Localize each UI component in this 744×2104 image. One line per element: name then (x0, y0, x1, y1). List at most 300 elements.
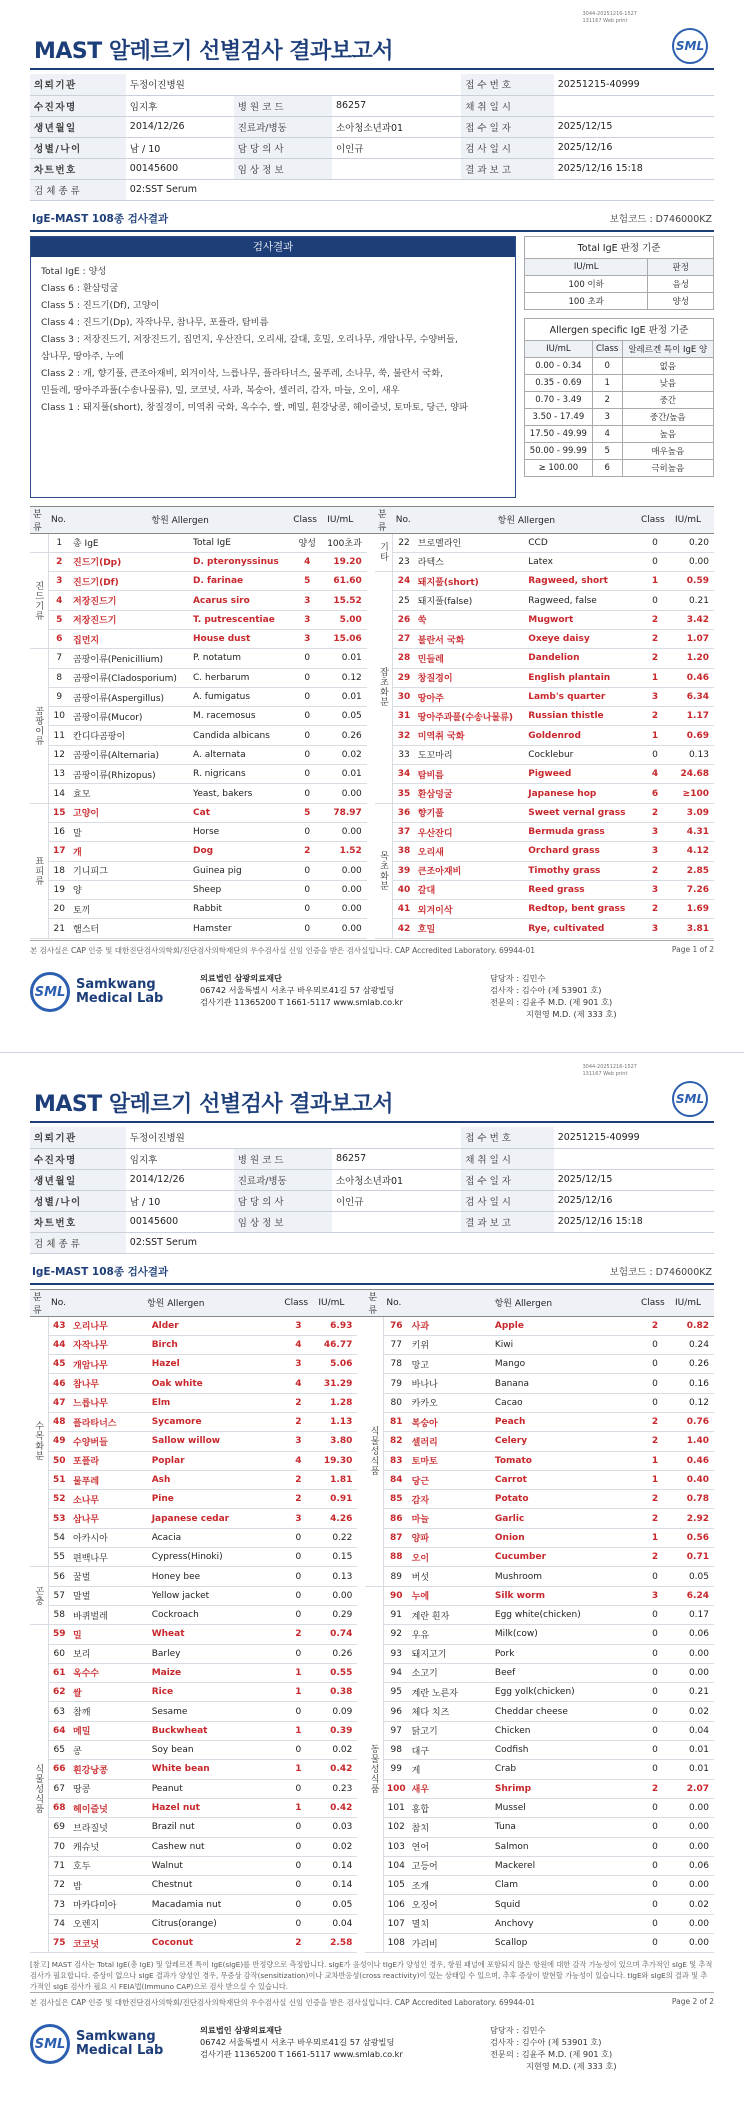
allergen-value: 0.59 (672, 572, 714, 591)
allergen-class: 0 (638, 1914, 672, 1933)
allergen-class: 0 (281, 1914, 315, 1933)
allergen-value: 0.00 (324, 880, 367, 899)
allergen-no: 26 (393, 610, 415, 629)
allergen-name-ko: 곰팡이류(Penicillium) (70, 649, 190, 668)
allergen-class: 2 (281, 1934, 315, 1953)
allergen-value: 0.00 (672, 1818, 714, 1837)
allergen-value: 15.52 (324, 591, 367, 610)
allergen-group: 곰팡이류 (30, 649, 48, 803)
allergen-value: 0.17 (672, 1605, 714, 1624)
allergen-name-ko: 말 (70, 822, 190, 841)
allergen-name-en: Coconut (149, 1934, 282, 1953)
allergen-name-ko: 돼지풀(short) (415, 572, 525, 591)
allergen-name-en: A. fumigatus (190, 687, 290, 706)
allergen-name-ko: 콩 (70, 1741, 149, 1760)
allergen-name-en: Sheep (190, 880, 290, 899)
allergen-class: 3 (281, 1355, 315, 1374)
allergen-no: 42 (393, 919, 415, 938)
allergen-name-ko: 갈대 (415, 880, 525, 899)
allergen-value: 3.09 (672, 803, 714, 822)
allergen-no: 69 (48, 1818, 70, 1837)
allergen-class: 0 (638, 591, 672, 610)
allergen-value: 0.01 (672, 1741, 714, 1760)
allergen-name-en: Tuna (492, 1818, 638, 1837)
allergen-value: 0.56 (672, 1528, 714, 1547)
allergen-name-ko: 캐슈넛 (70, 1837, 149, 1856)
allergen-name-ko: 미역취 국화 (415, 726, 525, 745)
allergen-no: 52 (48, 1490, 70, 1509)
allergen-name-ko: 저장진드기 (70, 591, 190, 610)
allergen-value: 0.42 (315, 1798, 357, 1817)
allergen-name-en: Birch (149, 1335, 282, 1354)
allergen-name-ko: 망고 (409, 1355, 492, 1374)
allergen-class: 0 (281, 1876, 315, 1895)
allergen-name-en: Egg white(chicken) (492, 1605, 638, 1624)
allergen-class: 2 (638, 1490, 672, 1509)
result-line: 삼나무, 땅아주, 누에 (41, 350, 124, 362)
allergen-no: 85 (383, 1490, 408, 1509)
allergen-class: 0 (638, 1605, 672, 1624)
allergen-no: 10 (48, 707, 70, 726)
allergen-name-ko: 곰팡이류(Mucor) (70, 707, 190, 726)
allergen-class: 0 (281, 1856, 315, 1875)
allergen-name-ko: 돼지고기 (409, 1644, 492, 1663)
allergen-value: 78.97 (324, 803, 367, 822)
allergen-class: 4 (281, 1451, 315, 1470)
allergen-value: 0.01 (324, 649, 367, 668)
allergen-class: 0 (638, 1683, 672, 1702)
allergen-no: 18 (48, 861, 70, 880)
allergen-name-ko: 오리나무 (70, 1316, 149, 1335)
allergen-class: 0 (638, 1818, 672, 1837)
allergen-no: 31 (393, 707, 415, 726)
allergen-class: 0 (281, 1895, 315, 1914)
allergen-group: 수목화분 (30, 1316, 48, 1567)
allergen-no: 104 (383, 1856, 408, 1875)
allergen-value: 1.20 (672, 649, 714, 668)
allergen-no: 12 (48, 745, 70, 764)
allergen-class: 0 (281, 1567, 315, 1586)
allergen-class: 0 (638, 745, 672, 764)
allergen-name-ko: 돼지풀(false) (415, 591, 525, 610)
allergen-name-ko: 창질경이 (415, 668, 525, 687)
allergen-name-ko: 대구 (409, 1741, 492, 1760)
allergen-class: 1 (281, 1683, 315, 1702)
specific-ige-criteria-table: Allergen specific IgE 판정 기준 IU/mL Class 알레르겐 특이 IgE 양 0.00 - 0.34 0 없음 0.35 - 0.69 1 낮음 0.70 - 3.49 2 중간 3.50 - 17.49 3 중간/높음 17.50 - 49.99 4 높음 50.00 - 99.99 5 매우높음 ≥ 100.00 6 극히높음 (524, 318, 714, 477)
allergen-no: 16 (48, 822, 70, 841)
allergen-value: 3.81 (672, 919, 714, 938)
allergen-value: 0.55 (315, 1663, 357, 1682)
allergen-no: 87 (383, 1528, 408, 1547)
allergen-class: 0 (638, 1567, 672, 1586)
allergen-name-en: Ash (149, 1470, 282, 1489)
allergen-name-en: Timothy grass (525, 861, 638, 880)
page-number: Page 1 of 2 (671, 945, 714, 954)
allergen-no: 103 (383, 1837, 408, 1856)
allergen-no: 53 (48, 1509, 70, 1528)
allergen-name-ko: 우유 (409, 1625, 492, 1644)
allergen-name-en: Macadamia nut (149, 1895, 282, 1914)
allergen-name-ko: 수양버들 (70, 1432, 149, 1451)
allergen-name-en: Salmon (492, 1837, 638, 1856)
allergen-value: 0.82 (672, 1316, 714, 1335)
allergen-name-en: Sallow willow (149, 1432, 282, 1451)
allergen-name-ko: 집먼지 (70, 629, 190, 648)
allergen-no: 65 (48, 1741, 70, 1760)
allergen-name-en: Russian thistle (525, 707, 638, 726)
page-footer: 본 검사실은 CAP 인증 및 대한진단검사의학회/진단검사의학재단의 우수검사실 신임 인증을 받은 검사실입니다. CAP Accredited Laboratory. 69944-01 Page 1 of 2 SML Samkwang Medical Lab 의료법인 삼광의료재단 06742 서울특별시 서초구 바우뫼로41길 57 삼광빌딩 검사기관 11365200 T 1661-5117 www.smlab.co.kr 담당자 : 김민수 검사자 : 김수아 (제 53901 호) 전문의 : 김윤주 M.D. (제 901 호) 지현영 M.D. (제 333 호) (30, 940, 714, 1040)
result-summary-box: 검사결과 Total IgE : 양성 Class 6 : 환삼덩굴 Class 5 : 진드기(Df), 고양이 Class 4 : 진드기(Dp), 자작나무, 참나무, 포플라, 탐비름 Class 3 : 저장진드기, 저장진드기, 집먼지, 우산잔디, 오리새, 갈대, 호밀, 오리나무, 개암나무, 수양버들, 삼나무, 땅아주, 누에 Class 2 : 개, 향기풀, 큰조아재비, 외겨이삭, 느릅나무, 플라타너스, 물푸레, 소나무, 쑥, 불란서 국화, 민들레, 땅아주과풀(수송나물류), 밀, 코코넛, 사과, 복숭아, 셀러리, 감자, 마늘, 오이, 새우 Class 1 : 돼지풀(short), 창질경이, 미역취 국화, 옥수수, 쌀, 메밀, 흰강낭콩, 헤이즐넛, 토마토, 당근, 양파 (30, 236, 516, 498)
allergen-value: 0.26 (672, 1355, 714, 1374)
allergen-name-en: R. nigricans (190, 765, 290, 784)
allergen-name-en: Barley (149, 1644, 282, 1663)
allergen-name-en: Elm (149, 1393, 282, 1412)
allergen-name-ko: 햄스터 (70, 919, 190, 938)
allergen-value: 0.05 (672, 1567, 714, 1586)
allergen-class: 0 (281, 1702, 315, 1721)
allergen-no: 61 (48, 1663, 70, 1682)
allergen-value: 2.85 (672, 861, 714, 880)
allergen-value: 0.39 (315, 1721, 357, 1740)
allergen-no: 95 (383, 1683, 408, 1702)
allergen-name-en: Cat (190, 803, 290, 822)
allergen-value: 6.24 (672, 1586, 714, 1605)
table-row (30, 745, 714, 764)
allergen-name-ko: 총 IgE (70, 533, 190, 552)
allergen-class: 2 (638, 861, 672, 880)
allergen-no: 75 (48, 1934, 70, 1953)
allergen-class: 0 (638, 1335, 672, 1354)
allergen-class: 0 (638, 533, 672, 552)
allergen-name-ko: 칸디다곰팡이 (70, 726, 190, 745)
allergen-name-en: Apple (492, 1316, 638, 1335)
allergen-class: 1 (638, 1451, 672, 1470)
allergen-class: 2 (281, 1625, 315, 1644)
allergen-no: 45 (48, 1355, 70, 1374)
table-row (30, 707, 714, 726)
allergen-class: 2 (638, 803, 672, 822)
allergen-name-ko: 닭고기 (409, 1721, 492, 1740)
allergen-name-en: Milk(cow) (492, 1625, 638, 1644)
allergen-no: 98 (383, 1741, 408, 1760)
allergen-value: 0.46 (672, 668, 714, 687)
report-page-2 (0, 1052, 744, 2104)
allergen-name-ko: 홍합 (409, 1798, 492, 1817)
allergen-name-ko: 외겨이삭 (415, 900, 525, 919)
allergen-no: 58 (48, 1605, 70, 1624)
allergen-name-ko: 효모 (70, 784, 190, 803)
allergen-value: 0.23 (315, 1779, 357, 1798)
allergen-class: 2 (281, 1393, 315, 1412)
allergen-no: 38 (393, 842, 415, 861)
allergen-value: 0.06 (672, 1625, 714, 1644)
allergen-no: 86 (383, 1509, 408, 1528)
allergen-name-en: Scallop (492, 1934, 638, 1953)
allergen-name-ko: 땅아주 (415, 687, 525, 706)
allergen-value: 0.76 (672, 1412, 714, 1431)
allergen-value: 6.34 (672, 687, 714, 706)
allergen-name-en: Sweet vernal grass (525, 803, 638, 822)
table-row (30, 533, 714, 552)
allergen-class: 0 (638, 1760, 672, 1779)
allergen-class: 0 (290, 668, 324, 687)
allergen-name-en: Citrus(orange) (149, 1914, 282, 1933)
lab-address: 의료법인 삼광의료재단 06742 서울특별시 서초구 바우뫼로41길 57 삼광빌딩 검사기관 11365200 T 1661-5117 www.smlab.co.kr (200, 973, 403, 1007)
allergen-class: 0 (281, 1779, 315, 1798)
allergen-class: 0 (638, 1876, 672, 1895)
allergen-value: 0.40 (672, 1470, 714, 1489)
allergen-no: 40 (393, 880, 415, 899)
allergen-class: 0 (638, 1393, 672, 1412)
allergen-no: 93 (383, 1644, 408, 1663)
allergen-class: 3 (638, 1586, 672, 1605)
allergen-name-ko: 곰팡이류(Cladosporium) (70, 668, 190, 687)
allergen-group: 식물성식품 (30, 1625, 48, 1953)
allergen-class: 0 (281, 1837, 315, 1856)
allergen-name-ko: 참깨 (70, 1702, 149, 1721)
allergen-no: 51 (48, 1470, 70, 1489)
allergen-value: 0.12 (324, 668, 367, 687)
allergen-no: 2 (48, 552, 70, 571)
allergen-name-ko: 쑥 (415, 610, 525, 629)
allergen-no: 49 (48, 1432, 70, 1451)
allergen-no: 94 (383, 1663, 408, 1682)
allergen-name-ko: 밤 (70, 1876, 149, 1895)
allergen-group: 표피류 (30, 803, 48, 938)
allergen-name-ko: 참나무 (70, 1374, 149, 1393)
allergen-name-en: Candida albicans (190, 726, 290, 745)
allergen-no: 48 (48, 1412, 70, 1431)
allergen-name-ko: 계란 흰자 (409, 1605, 492, 1624)
allergen-name-en: Codfish (492, 1741, 638, 1760)
allergen-name-en: Total IgE (190, 533, 290, 552)
allergen-value: 0.02 (315, 1837, 357, 1856)
allergen-name-ko: 물푸레 (70, 1470, 149, 1489)
allergen-name-ko: 당근 (409, 1470, 492, 1489)
allergen-class: 0 (290, 784, 324, 803)
allergen-name-ko: 헤이즐넛 (70, 1798, 149, 1817)
print-stamp: 3044-20251216-1527 131167 Web print (582, 1064, 637, 1077)
allergen-name-en: Rye, cultivated (525, 919, 638, 938)
allergen-no: 54 (48, 1528, 70, 1547)
allergen-no: 79 (383, 1374, 408, 1393)
allergen-no: 62 (48, 1683, 70, 1702)
allergen-class: 1 (638, 1470, 672, 1489)
allergen-value: 61.60 (324, 572, 367, 591)
allergen-value: 0.12 (672, 1393, 714, 1412)
allergen-no: 91 (383, 1605, 408, 1624)
allergen-class: 0 (638, 1644, 672, 1663)
allergen-name-ko: 라텍스 (415, 552, 525, 571)
allergen-name-ko: 포플라 (70, 1451, 149, 1470)
allergen-name-ko: 키위 (409, 1335, 492, 1354)
allergen-name-en: Acacia (149, 1528, 282, 1547)
allergen-value: 0.05 (324, 707, 367, 726)
allergen-name-en: C. herbarum (190, 668, 290, 687)
result-line: Total IgE : 양성 (41, 265, 107, 277)
allergen-table-page-1: 분류 No. 항원 Allergen Class IU/mL 분류 No. 항원 Allergen Class IU/mL 1 총 IgE Total IgE 양성 100초과 기타 22 브로멜라인 CCD 0 0.20 진드기류 2 진드기(Dp) D. pteronyssinus 4 19.20 23 라텍스 Latex 0 0.00 3 진드기(Df) D. farinae 5 61.60 잡초화분 24 돼지풀(short) Ragweed, short 1 0.59 4 저장진드기 Acarus siro 3 15.52 25 돼지풀(false) Ragweed, false 0 0.21 5 저장진드기 T. putrescentiae 3 5.00 26 쑥 Mugwort 2 3.42 6 집먼지 House dust 3 15.06 27 불란서 국화 Oxeye daisy 2 1.07 곰팡이류 7 곰팡이류(Penicillium) P. notatum 0 0.01 28 민들레 Dandelion 2 1.20 8 곰팡이류(Cladosporium) C. herbarum 0 0.12 29 창질경이 English plantain 1 0.46 9 곰팡이류(Aspergillus) A. fumigatus 0 0.01 30 땅아주 Lamb's quarter 3 6.34 10 곰팡이류(Mucor) M. racemosus 0 0.05 31 땅아주과풀(수송나물류) Russian thistle 2 1.17 11 칸디다곰팡이 Candida albicans 0 0.26 32 미역취 국화 Goldenrod 1 0.69 12 곰팡이류(Alternaria) A. alternata 0 0.02 33 도꼬마리 Cocklebur 0 0.13 13 곰팡이류(Rhizopus) R. nigricans 0 0.01 34 탐비름 Pigweed 4 24.68 14 효모 Yeast, bakers 0 0.00 35 환삼덩굴 Japanese hop 6 ≥100 표피류 15 고양이 Cat 5 78.97 목초화분 36 향기풀 Sweet vernal grass 2 3.09 16 말 Horse 0 0.00 37 우산잔디 Bermuda grass 3 4.31 17 개 Dog 2 1.52 38 오리새 Orchard grass 3 4.12 18 기니피그 Guinea pig 0 0.00 39 큰조아재비 Timothy grass 2 2.85 19 양 Sheep 0 0.00 40 갈대 Reed grass 3 7.26 20 토끼 Rabbit 0 0.00 41 외겨이삭 Redtop, bent grass 2 1.69 21 햄스터 Hamster 0 0.00 42 호밀 Rye, cultivated 3 3.81 (30, 506, 714, 939)
table-row (30, 1316, 714, 1335)
allergen-class: 1 (281, 1760, 315, 1779)
allergen-no: 6 (48, 629, 70, 648)
allergen-no: 1 (48, 533, 70, 552)
allergen-value: 1.40 (672, 1432, 714, 1451)
allergen-name-en: Buckwheat (149, 1721, 282, 1740)
allergen-name-en: Sesame (149, 1702, 282, 1721)
allergen-name-ko: 땅아주과풀(수송나물류) (415, 707, 525, 726)
table-row (30, 919, 714, 938)
signatures: 담당자 : 김민수 검사자 : 김수아 (제 53901 호) 전문의 : 김윤주 M.D. (제 901 호) 지현영 M.D. (제 333 호) (490, 2025, 617, 2071)
allergen-class: 3 (638, 880, 672, 899)
allergen-name-ko: 진드기(Dp) (70, 552, 190, 571)
allergen-class: 0 (638, 1721, 672, 1740)
table-row (30, 649, 714, 668)
allergen-class: 1 (638, 572, 672, 591)
allergen-name-ko: 불란서 국화 (415, 629, 525, 648)
allergen-value: 19.20 (324, 552, 367, 571)
allergen-no: 67 (48, 1779, 70, 1798)
allergen-name-ko: 멸치 (409, 1914, 492, 1933)
table-row (30, 726, 714, 745)
allergen-no: 25 (393, 591, 415, 610)
allergen-no: 64 (48, 1721, 70, 1740)
allergen-value: 0.05 (315, 1895, 357, 1914)
allergen-class: 0 (638, 1663, 672, 1682)
allergen-value: 2.92 (672, 1509, 714, 1528)
allergen-no: 88 (383, 1548, 408, 1567)
allergen-class: 0 (638, 1856, 672, 1875)
allergen-no: 99 (383, 1760, 408, 1779)
result-line: Class 3 : 저장진드기, 저장진드기, 집먼지, 우산잔디, 오리새, 갈대, 호밀, 오리나무, 개암나무, 수양버들, (41, 333, 458, 345)
allergen-name-en: Alder (149, 1316, 282, 1335)
allergen-class: 0 (290, 649, 324, 668)
allergen-class: 4 (281, 1335, 315, 1354)
allergen-name-ko: 흰강낭콩 (70, 1760, 149, 1779)
allergen-no: 44 (48, 1335, 70, 1354)
allergen-value: 100초과 (324, 533, 367, 552)
allergen-value: 0.15 (315, 1548, 357, 1567)
allergen-value: 3.42 (672, 610, 714, 629)
allergen-no: 77 (383, 1335, 408, 1354)
allergen-value: 0.04 (672, 1721, 714, 1740)
allergen-class: 3 (290, 629, 324, 648)
allergen-name-ko: 오리새 (415, 842, 525, 861)
samkwang-logo: SML Samkwang Medical Lab (30, 972, 180, 1012)
allergen-no: 100 (383, 1779, 408, 1798)
allergen-no: 50 (48, 1451, 70, 1470)
allergen-class: 0 (290, 880, 324, 899)
allergen-no: 9 (48, 687, 70, 706)
allergen-class: 2 (281, 1412, 315, 1431)
result-line: Class 1 : 돼지풀(short), 창질경이, 미역취 국화, 옥수수, 쌀, 메밀, 흰강낭콩, 헤이즐넛, 토마토, 당근, 양파 (41, 401, 468, 413)
allergen-value: 0.26 (324, 726, 367, 745)
allergen-name-ko: 편백나무 (70, 1548, 149, 1567)
allergen-name-ko: 바나나 (409, 1374, 492, 1393)
allergen-name-ko: 플라타너스 (70, 1412, 149, 1431)
allergen-name-ko: 우산잔디 (415, 822, 525, 841)
allergen-class: 0 (638, 1625, 672, 1644)
table-row (30, 552, 714, 571)
allergen-class: 3 (638, 822, 672, 841)
allergen-no: 55 (48, 1548, 70, 1567)
allergen-group: 잡초화분 (375, 572, 393, 804)
allergen-name-en: Poplar (149, 1451, 282, 1470)
allergen-name-en: White bean (149, 1760, 282, 1779)
allergen-name-ko: 밀 (70, 1625, 149, 1644)
allergen-name-en: Chestnut (149, 1876, 282, 1895)
allergen-name-en: Pine (149, 1490, 282, 1509)
allergen-no: 37 (393, 822, 415, 841)
allergen-name-ko: 소나무 (70, 1490, 149, 1509)
allergen-value: 0.29 (315, 1605, 357, 1624)
allergen-value: 0.03 (315, 1818, 357, 1837)
table-row (30, 591, 714, 610)
allergen-no: 14 (48, 784, 70, 803)
allergen-name-en: Redtop, bent grass (525, 900, 638, 919)
allergen-name-en: Ragweed, false (525, 591, 638, 610)
allergen-value: 0.00 (324, 900, 367, 919)
allergen-no: 92 (383, 1625, 408, 1644)
allergen-class: 0 (290, 900, 324, 919)
allergen-class: 0 (290, 765, 324, 784)
allergen-group: 기타 (375, 533, 393, 572)
allergen-name-en: Cucumber (492, 1548, 638, 1567)
sml-logo: SML (672, 28, 708, 64)
allergen-name-ko: 자작나무 (70, 1335, 149, 1354)
allergen-name-en: Japanese hop (525, 784, 638, 803)
allergen-class: 2 (638, 900, 672, 919)
allergen-class: 0 (290, 822, 324, 841)
table-row (30, 765, 714, 784)
allergen-name-en: Maize (149, 1663, 282, 1682)
allergen-name-ko: 개암나무 (70, 1355, 149, 1374)
allergen-class: 0 (290, 687, 324, 706)
allergen-name-en: M. racemosus (190, 707, 290, 726)
allergen-name-ko: 고등어 (409, 1856, 492, 1875)
allergen-name-ko: 토끼 (70, 900, 190, 919)
allergen-name-ko: 옥수수 (70, 1663, 149, 1682)
allergen-no: 21 (48, 919, 70, 938)
result-line: Class 6 : 환삼덩굴 (41, 282, 119, 294)
allergen-class: 0 (290, 919, 324, 938)
allergen-no: 68 (48, 1798, 70, 1817)
allergen-value: 0.00 (672, 1934, 714, 1953)
patient-info-table: 의뢰기관 두정이진병원 접 수 번 호 20251215-40999 수진자명 임지후 병 원 코 드 86257 채 취 일 시 생년월일 2014/12/26 진료과/병동 소아청소년과01 접 수 일 자 2025/12/15 성별/나이 남 / 10 담 당 의 사 이인규 검 사 일 시 2025/12/16 차트번호 00145600 임 상 정 보 결 과 보 고 2025/12/16 15:18 검 체 종 류 02:SST Serum (30, 1127, 714, 1254)
allergen-name-ko: 고양이 (70, 803, 190, 822)
reference-note: [참고] MAST 검사는 Total IgE(총 IgE) 및 알레르겐 특이 IgE(sIgE)를 반정량으로 측정합니다. sIgE가 음성이나 tIgE가 양성인 경우, 항원 패널에 포함되지 않은 항원에 대한 감작 가능성이 있으며 추가적인 sIgE 및 추적검사가 필요합니다. 증상이 없으나 sIgE 결과가 양성인 경우, 무증상 감작(sensitization)이나 교차반응성(cross reactivity)이 있는 상태일 수 있으며, 추후 증상이 발현할 가능성이 있습니다. tIgE와 sIgE의 결과 및 추가적인 sIgE 검사가 필요 시 FEIA법(Immuno CAP)으로 검사 받으실 수 있습니다. (30, 1960, 713, 1992)
allergen-no: 20 (48, 900, 70, 919)
allergen-group: 목초화분 (375, 803, 393, 938)
allergen-no: 34 (393, 765, 415, 784)
allergen-no: 80 (383, 1393, 408, 1412)
patient-info-table: 의뢰기관 두정이진병원 접 수 번 호 20251215-40999 수진자명 임지후 병 원 코 드 86257 채 취 일 시 생년월일 2014/12/26 진료과/병동 소아청소년과01 접 수 일 자 2025/12/15 성별/나이 남 / 10 담 당 의 사 이인규 검 사 일 시 2025/12/16 차트번호 00145600 임 상 정 보 결 과 보 고 2025/12/16 15:18 검 체 종 류 02:SST Serum (30, 74, 714, 201)
allergen-value: 0.14 (315, 1876, 357, 1895)
allergen-group: 동물성식품 (365, 1586, 383, 1953)
allergen-name-en: Oxeye daisy (525, 629, 638, 648)
allergen-class: 2 (638, 629, 672, 648)
allergen-no: 83 (383, 1451, 408, 1470)
allergen-name-ko: 브라질넛 (70, 1818, 149, 1837)
table-row (30, 822, 714, 841)
allergen-no: 41 (393, 900, 415, 919)
allergen-no: 71 (48, 1856, 70, 1875)
allergen-value: 0.00 (324, 861, 367, 880)
allergen-no: 30 (393, 687, 415, 706)
allergen-name-en: Hamster (190, 919, 290, 938)
allergen-name-en: Mussel (492, 1798, 638, 1817)
allergen-class: 2 (638, 1548, 672, 1567)
allergen-value: 0.02 (672, 1895, 714, 1914)
